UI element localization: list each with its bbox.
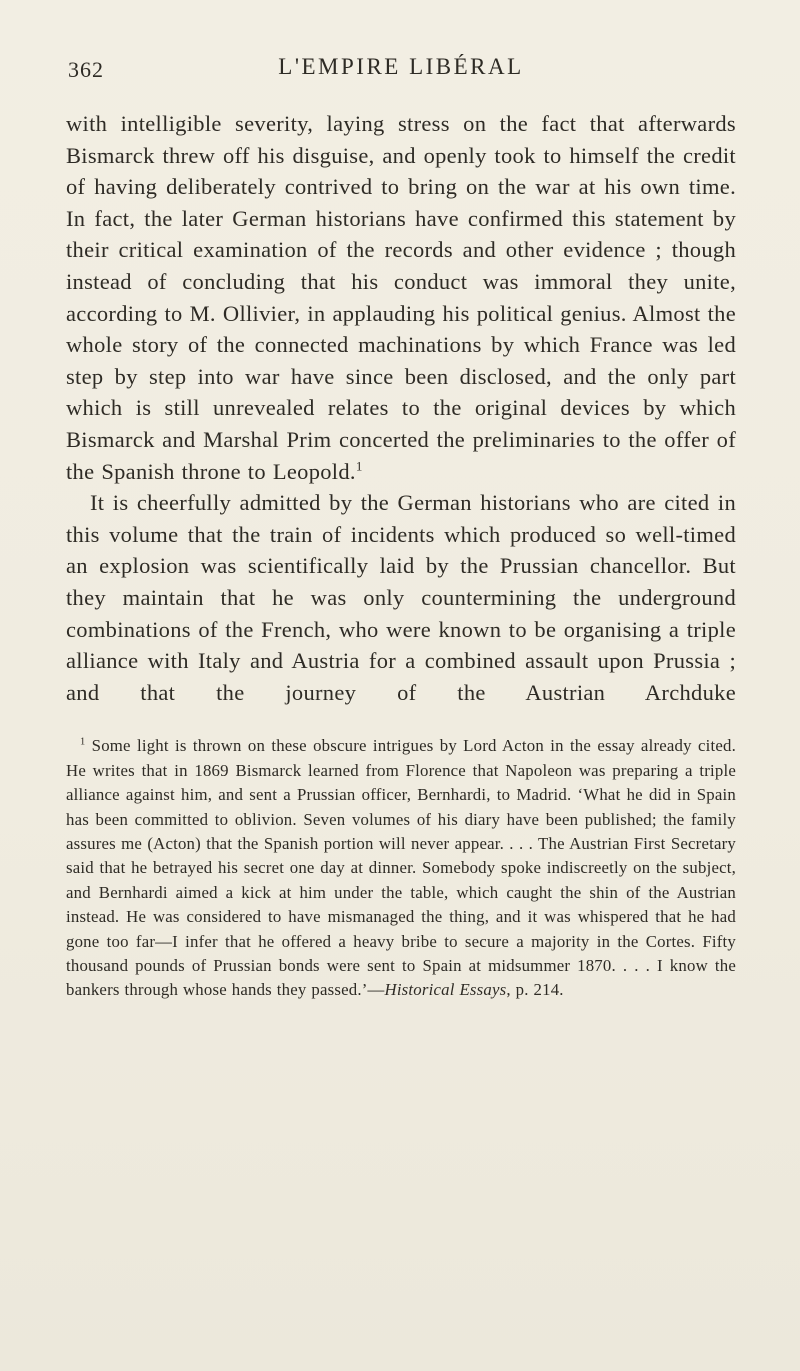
footnote-work-title: Historical Essays — [384, 980, 507, 1000]
footnote-page-ref: , p. 214. — [506, 980, 564, 1000]
paragraph-1 — [66, 108, 736, 487]
paragraph-2 — [66, 487, 736, 708]
footnote-reference: 1 — [355, 458, 363, 474]
paragraph-2-text: It is cheerfully admitted by the German historians who are cited in this volume that the train of incidents which produced so well-timed an explosion was scientifically laid by the Prussian chancellor. But they maintain that he was only countermining the underground combinations of the French, who were known to be organising a triple alliance with Italy and Austria for a combined assault upon Prussia ; and that the journey of the Austrian Archduke — [66, 490, 736, 705]
page-number: 362 — [68, 57, 104, 82]
paragraph-1-text: with intelligible severity, laying stress on the fact that afterwards Bismarck threw off his disguise, and openly took to himself the credit of having deliberately contrived to bring on the war at his own time. In fact, the later German historians have confirmed this statement by their critical examination of the records and other evidence ; though instead of concluding that his conduct was immoral they unite, according to M. Ollivier, in applauding his political genius. Almost the whole story of the connected machinations by which France was led step by step into war have since been disclosed, and the only part which is still unrevealed relates to the original devices by which Bismarck and Marshal Prim concerted the preliminaries to the offer of the Spanish throne to Leopold. — [66, 111, 736, 484]
footnote-marker: 1 — [80, 736, 86, 748]
page-header — [66, 54, 736, 86]
footnote — [66, 734, 736, 1002]
body-text — [66, 108, 736, 708]
footnote-text: Some light is thrown on these obscure intrigues by Lord Acton in the essay already cited. He writes that in 1869 Bismarck learned from Florence that Napoleon was preparing a triple alliance against him, and sent a Prussian officer, Bernhardi, to Madrid. ‘What he did in Spain has been committed to oblivion. Seven volumes of his diary have been published; the family assures me (Acton) that the Spanish portion will never appear. . . . The Austrian First Secretary said that he betrayed his secret one day at dinner. Somebody spoke indiscreetly on the subject, and Bernhardi aimed a kick at him under the table, which caught the shin of the Austrian instead. He was considered to have mismanaged the thing, and it was whispered that he had gone too far—I infer that he offered a heavy bribe to secure a majority in the Cortes. Fifty thousand pounds of Prussian bonds were sent to Spain at midsummer 1870. . . . I know the bankers through whose hands they passed.’— — [66, 736, 736, 1000]
running-title: L'EMPIRE LIBÉRAL — [278, 54, 524, 79]
